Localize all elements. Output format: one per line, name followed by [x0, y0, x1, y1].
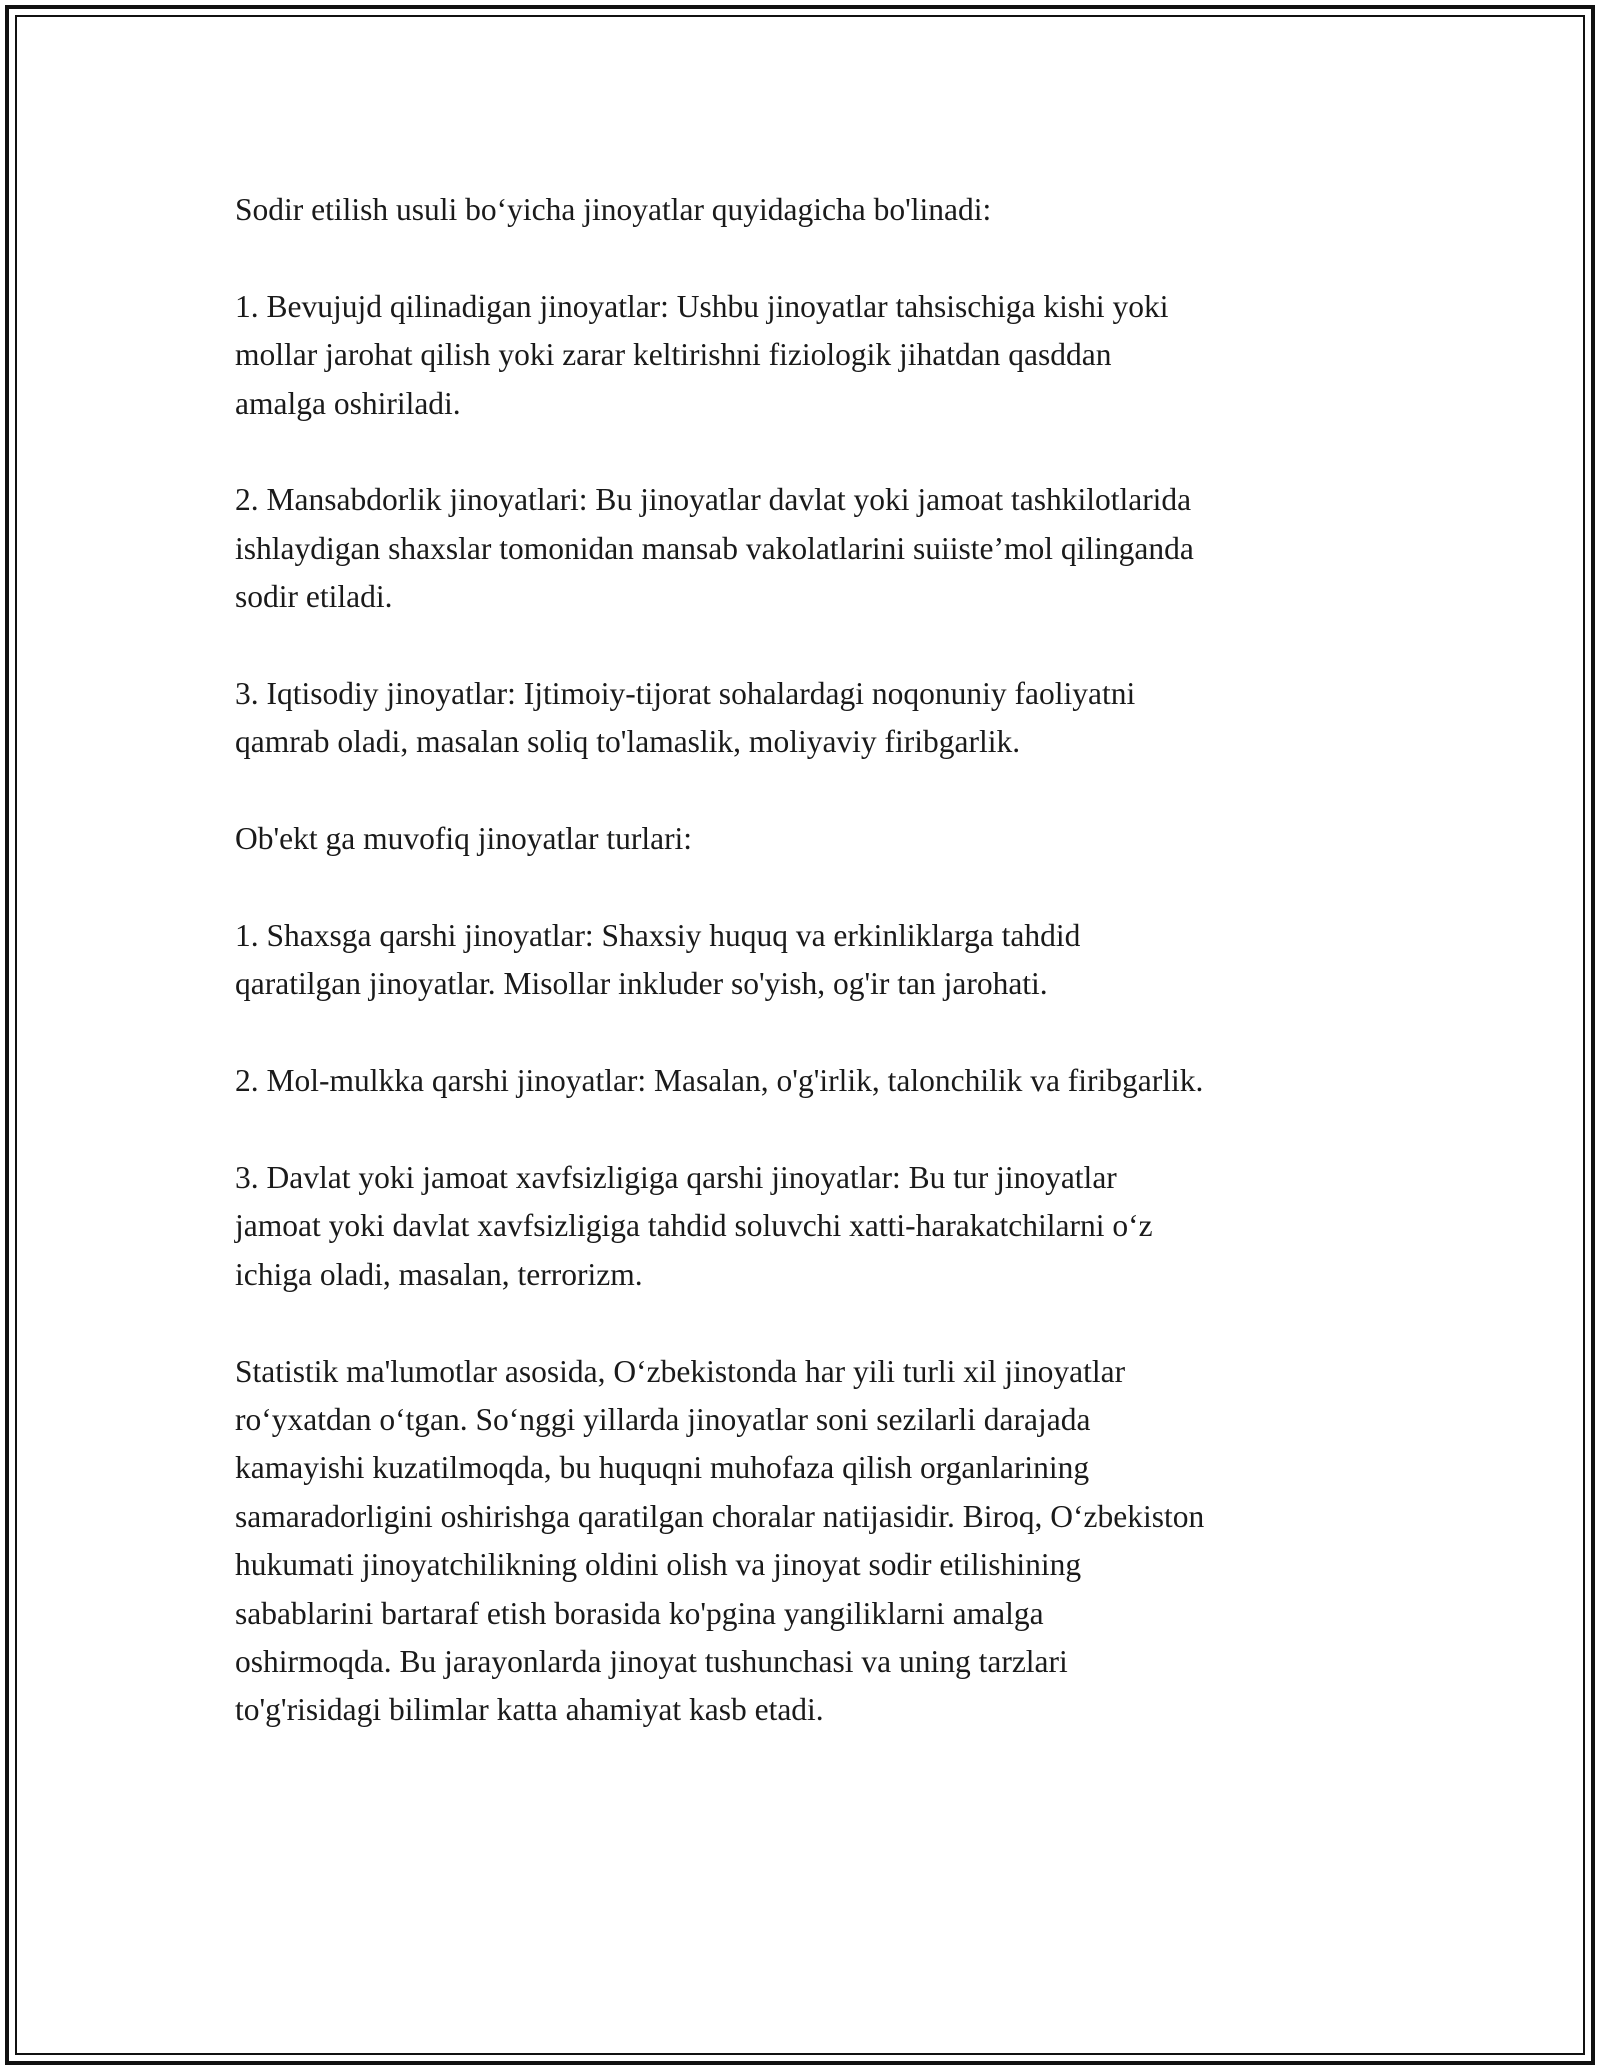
paragraph-property-crimes: 2. Mol-mulkka qarshi jinoyatlar: Masalan, o'g'irlik, talonchilik va firibgarlik.	[235, 1063, 1204, 1099]
paragraph-economic-crimes: 3. Iqtisodiy jinoyatlar: Ijtimoiy-tijorat sohalardagi noqonuniy faoliyatni qamrab oladi, masalan soliq to'lamaslik, moliyaviy firibgarlik.	[235, 676, 1136, 760]
document-body	[235, 186, 1385, 1783]
paragraph-violent-crimes: 1. Bevujujd qilinadigan jinoyatlar: Ushbu jinoyatlar tahsischiga kishi yoki mollar jarohat qilish yoki zarar keltirishni fiziologik jihatdan qasddan amalga oshiriladi.	[235, 288, 1169, 421]
paragraph-statistics: Statistik ma'lumotlar asosida, O‘zbekistonda har yili turli xil jinoyatlar ro‘yxatdan o‘tgan. So‘nggi yillarda jinoyatlar soni sezilarli darajada kamayishi kuzatilmoqda, bu huquqni muhofaza qilish organlarining samaradorligini oshirishga qaratilgan choralar natijasidir. Biroq, O‘zbekiston hukumati jinoyatchilikning oldini olish va jinoyat sodir etilishining sabablarini bartaraf etish borasida ko'pgina yangiliklarni amalga oshirmoqda. Bu jarayonlarda jinoyat tushunchasi va uning tarzlari to'g'risidagi bilimlar katta ahamiyat kasb etadi.	[235, 1353, 1205, 1728]
paragraph-intro-object: Ob'ekt ga muvofiq jinoyatlar turlari:	[235, 821, 693, 857]
paragraph-security-crimes: 3. Davlat yoki jamoat xavfsizligiga qarshi jinoyatlar: Bu tur jinoyatlar jamoat yoki davlat xavfsizligiga tahdid soluvchi xatti-harakatchilarni o‘z ichiga oladi, masalan, terrorizm.	[235, 1160, 1153, 1292]
paragraph-intro-method: Sodir etilish usuli bo‘yicha jinoyatlar quyidagicha bo'linadi:	[235, 192, 992, 227]
paragraph-official-crimes: 2. Mansabdorlik jinoyatlari: Bu jinoyatlar davlat yoki jamoat tashkilotlarida ishlaydigan shaxslar tomonidan mansab vakolatlarini suiiste’mol qilinganda sodir etiladi.	[235, 482, 1194, 615]
paragraph-crimes-against-person: 1. Shaxsga qarshi jinoyatlar: Shaxsiy huquq va erkinliklarga tahdid qaratilgan jinoyatlar. Misollar inkluder so'yish, og'ir tan jarohati.	[235, 918, 1081, 1002]
